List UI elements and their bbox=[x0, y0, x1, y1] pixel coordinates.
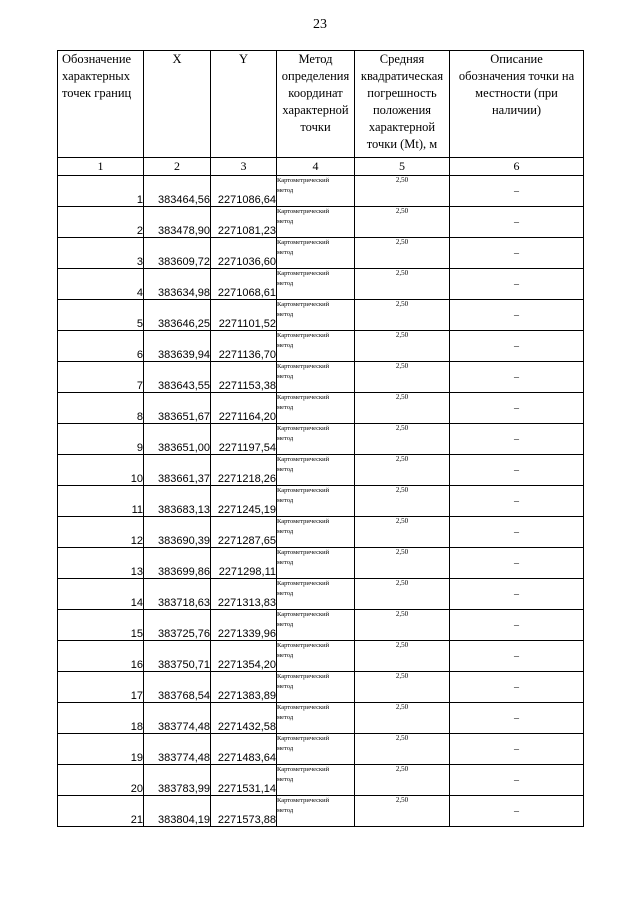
method-cell: Картометрический метод bbox=[277, 579, 355, 610]
method-cell: Картометрический метод bbox=[277, 207, 355, 238]
header-method: Метод определения координат характерной точки bbox=[277, 51, 355, 158]
table-row bbox=[58, 796, 584, 827]
x-coordinate-cell: 383661,37 bbox=[144, 455, 211, 486]
column-number: 4 bbox=[277, 158, 355, 176]
table-row bbox=[58, 641, 584, 672]
column-number: 5 bbox=[355, 158, 450, 176]
x-coordinate-cell: 383699,86 bbox=[144, 548, 211, 579]
description-cell: – bbox=[450, 796, 584, 827]
table-row bbox=[58, 610, 584, 641]
accuracy-cell: 2,50 bbox=[355, 455, 450, 486]
accuracy-cell: 2,50 bbox=[355, 424, 450, 455]
y-coordinate-cell: 2271218,26 bbox=[211, 455, 277, 486]
point-number-cell: 21 bbox=[58, 796, 144, 827]
point-number-cell: 8 bbox=[58, 393, 144, 424]
point-number-cell: 19 bbox=[58, 734, 144, 765]
method-cell: Картометрический метод bbox=[277, 672, 355, 703]
method-cell: Картометрический метод bbox=[277, 796, 355, 827]
method-cell: Картометрический метод bbox=[277, 517, 355, 548]
description-cell: – bbox=[450, 362, 584, 393]
description-cell: – bbox=[450, 238, 584, 269]
table-row bbox=[58, 393, 584, 424]
accuracy-cell: 2,50 bbox=[355, 331, 450, 362]
accuracy-cell: 2,50 bbox=[355, 610, 450, 641]
accuracy-cell: 2,50 bbox=[355, 641, 450, 672]
x-coordinate-cell: 383609,72 bbox=[144, 238, 211, 269]
point-number-cell: 5 bbox=[58, 300, 144, 331]
x-coordinate-cell: 383768,54 bbox=[144, 672, 211, 703]
table-body bbox=[58, 176, 584, 827]
header-x: X bbox=[144, 51, 211, 158]
y-coordinate-cell: 2271531,14 bbox=[211, 765, 277, 796]
description-cell: – bbox=[450, 765, 584, 796]
header-point-designation: Обозначение характерных точек границ bbox=[58, 51, 144, 158]
y-coordinate-cell: 2271573,88 bbox=[211, 796, 277, 827]
table-row bbox=[58, 765, 584, 796]
point-number-cell: 16 bbox=[58, 641, 144, 672]
method-cell: Картометрический метод bbox=[277, 703, 355, 734]
header-y: Y bbox=[211, 51, 277, 158]
accuracy-cell: 2,50 bbox=[355, 548, 450, 579]
column-number: 3 bbox=[211, 158, 277, 176]
y-coordinate-cell: 2271313,83 bbox=[211, 579, 277, 610]
table-row bbox=[58, 238, 584, 269]
x-coordinate-cell: 383643,55 bbox=[144, 362, 211, 393]
header-accuracy: Средняя квадратическая погрешность положения характерной точки (Mt), м bbox=[355, 51, 450, 158]
table-row bbox=[58, 672, 584, 703]
page-number: 23 bbox=[313, 17, 327, 32]
y-coordinate-cell: 2271136,70 bbox=[211, 331, 277, 362]
table-row bbox=[58, 300, 584, 331]
y-coordinate-cell: 2271383,89 bbox=[211, 672, 277, 703]
method-cell: Картометрический метод bbox=[277, 393, 355, 424]
point-number-cell: 3 bbox=[58, 238, 144, 269]
description-cell: – bbox=[450, 734, 584, 765]
point-number-cell: 20 bbox=[58, 765, 144, 796]
y-coordinate-cell: 2271164,20 bbox=[211, 393, 277, 424]
y-coordinate-cell: 2271354,20 bbox=[211, 641, 277, 672]
method-cell: Картометрический метод bbox=[277, 734, 355, 765]
x-coordinate-cell: 383774,48 bbox=[144, 703, 211, 734]
point-number-cell: 10 bbox=[58, 455, 144, 486]
accuracy-cell: 2,50 bbox=[355, 300, 450, 331]
accuracy-cell: 2,50 bbox=[355, 672, 450, 703]
accuracy-cell: 2,50 bbox=[355, 796, 450, 827]
y-coordinate-cell: 2271432,58 bbox=[211, 703, 277, 734]
description-cell: – bbox=[450, 579, 584, 610]
accuracy-cell: 2,50 bbox=[355, 517, 450, 548]
column-numbers-row bbox=[58, 158, 584, 176]
y-coordinate-cell: 2271081,23 bbox=[211, 207, 277, 238]
point-number-cell: 15 bbox=[58, 610, 144, 641]
description-cell: – bbox=[450, 176, 584, 207]
column-number: 1 bbox=[58, 158, 144, 176]
accuracy-cell: 2,50 bbox=[355, 765, 450, 796]
column-number: 6 bbox=[450, 158, 584, 176]
table-header-row bbox=[58, 51, 584, 158]
description-cell: – bbox=[450, 393, 584, 424]
accuracy-cell: 2,50 bbox=[355, 176, 450, 207]
method-cell: Картометрический метод bbox=[277, 641, 355, 672]
method-cell: Картометрический метод bbox=[277, 300, 355, 331]
method-cell: Картометрический метод bbox=[277, 548, 355, 579]
description-cell: – bbox=[450, 610, 584, 641]
description-cell: – bbox=[450, 486, 584, 517]
y-coordinate-cell: 2271483,64 bbox=[211, 734, 277, 765]
y-coordinate-cell: 2271153,38 bbox=[211, 362, 277, 393]
point-number-cell: 17 bbox=[58, 672, 144, 703]
x-coordinate-cell: 383464,56 bbox=[144, 176, 211, 207]
description-cell: – bbox=[450, 455, 584, 486]
description-cell: – bbox=[450, 207, 584, 238]
accuracy-cell: 2,50 bbox=[355, 362, 450, 393]
description-cell: – bbox=[450, 703, 584, 734]
x-coordinate-cell: 383804,19 bbox=[144, 796, 211, 827]
header-description: Описание обозначения точки на местности (при наличии) bbox=[450, 51, 584, 158]
point-number-cell: 13 bbox=[58, 548, 144, 579]
x-coordinate-cell: 383725,76 bbox=[144, 610, 211, 641]
description-cell: – bbox=[450, 300, 584, 331]
x-coordinate-cell: 383478,90 bbox=[144, 207, 211, 238]
table-row bbox=[58, 176, 584, 207]
description-cell: – bbox=[450, 269, 584, 300]
y-coordinate-cell: 2271086,64 bbox=[211, 176, 277, 207]
accuracy-cell: 2,50 bbox=[355, 486, 450, 517]
y-coordinate-cell: 2271287,65 bbox=[211, 517, 277, 548]
method-cell: Картометрический метод bbox=[277, 765, 355, 796]
x-coordinate-cell: 383639,94 bbox=[144, 331, 211, 362]
table-row bbox=[58, 517, 584, 548]
table-row bbox=[58, 734, 584, 765]
y-coordinate-cell: 2271245,19 bbox=[211, 486, 277, 517]
description-cell: – bbox=[450, 641, 584, 672]
table-row bbox=[58, 455, 584, 486]
table-row bbox=[58, 331, 584, 362]
y-coordinate-cell: 2271036,60 bbox=[211, 238, 277, 269]
y-coordinate-cell: 2271197,54 bbox=[211, 424, 277, 455]
point-number-cell: 4 bbox=[58, 269, 144, 300]
description-cell: – bbox=[450, 672, 584, 703]
table-row bbox=[58, 269, 584, 300]
column-number: 2 bbox=[144, 158, 211, 176]
table-row bbox=[58, 703, 584, 734]
table-row bbox=[58, 362, 584, 393]
point-number-cell: 1 bbox=[58, 176, 144, 207]
table-row bbox=[58, 548, 584, 579]
method-cell: Картометрический метод bbox=[277, 176, 355, 207]
accuracy-cell: 2,50 bbox=[355, 238, 450, 269]
accuracy-cell: 2,50 bbox=[355, 734, 450, 765]
x-coordinate-cell: 383651,00 bbox=[144, 424, 211, 455]
point-number-cell: 18 bbox=[58, 703, 144, 734]
point-number-cell: 2 bbox=[58, 207, 144, 238]
x-coordinate-cell: 383634,98 bbox=[144, 269, 211, 300]
description-cell: – bbox=[450, 424, 584, 455]
x-coordinate-cell: 383683,13 bbox=[144, 486, 211, 517]
point-number-cell: 11 bbox=[58, 486, 144, 517]
x-coordinate-cell: 383750,71 bbox=[144, 641, 211, 672]
method-cell: Картометрический метод bbox=[277, 424, 355, 455]
description-cell: – bbox=[450, 517, 584, 548]
point-number-cell: 6 bbox=[58, 331, 144, 362]
method-cell: Картометрический метод bbox=[277, 362, 355, 393]
point-number-cell: 9 bbox=[58, 424, 144, 455]
accuracy-cell: 2,50 bbox=[355, 269, 450, 300]
method-cell: Картометрический метод bbox=[277, 238, 355, 269]
accuracy-cell: 2,50 bbox=[355, 393, 450, 424]
method-cell: Картометрический метод bbox=[277, 269, 355, 300]
y-coordinate-cell: 2271298,11 bbox=[211, 548, 277, 579]
x-coordinate-cell: 383783,99 bbox=[144, 765, 211, 796]
x-coordinate-cell: 383651,67 bbox=[144, 393, 211, 424]
accuracy-cell: 2,50 bbox=[355, 703, 450, 734]
boundary-points-table bbox=[57, 50, 584, 827]
y-coordinate-cell: 2271101,52 bbox=[211, 300, 277, 331]
method-cell: Картометрический метод bbox=[277, 331, 355, 362]
x-coordinate-cell: 383646,25 bbox=[144, 300, 211, 331]
point-number-cell: 12 bbox=[58, 517, 144, 548]
point-number-cell: 14 bbox=[58, 579, 144, 610]
y-coordinate-cell: 2271339,96 bbox=[211, 610, 277, 641]
method-cell: Картометрический метод bbox=[277, 455, 355, 486]
x-coordinate-cell: 383690,39 bbox=[144, 517, 211, 548]
point-number-cell: 7 bbox=[58, 362, 144, 393]
description-cell: – bbox=[450, 548, 584, 579]
accuracy-cell: 2,50 bbox=[355, 579, 450, 610]
description-cell: – bbox=[450, 331, 584, 362]
x-coordinate-cell: 383718,63 bbox=[144, 579, 211, 610]
method-cell: Картометрический метод bbox=[277, 610, 355, 641]
method-cell: Картометрический метод bbox=[277, 486, 355, 517]
table-row bbox=[58, 424, 584, 455]
accuracy-cell: 2,50 bbox=[355, 207, 450, 238]
y-coordinate-cell: 2271068,61 bbox=[211, 269, 277, 300]
x-coordinate-cell: 383774,48 bbox=[144, 734, 211, 765]
table-row bbox=[58, 579, 584, 610]
table-row bbox=[58, 486, 584, 517]
table-row bbox=[58, 207, 584, 238]
